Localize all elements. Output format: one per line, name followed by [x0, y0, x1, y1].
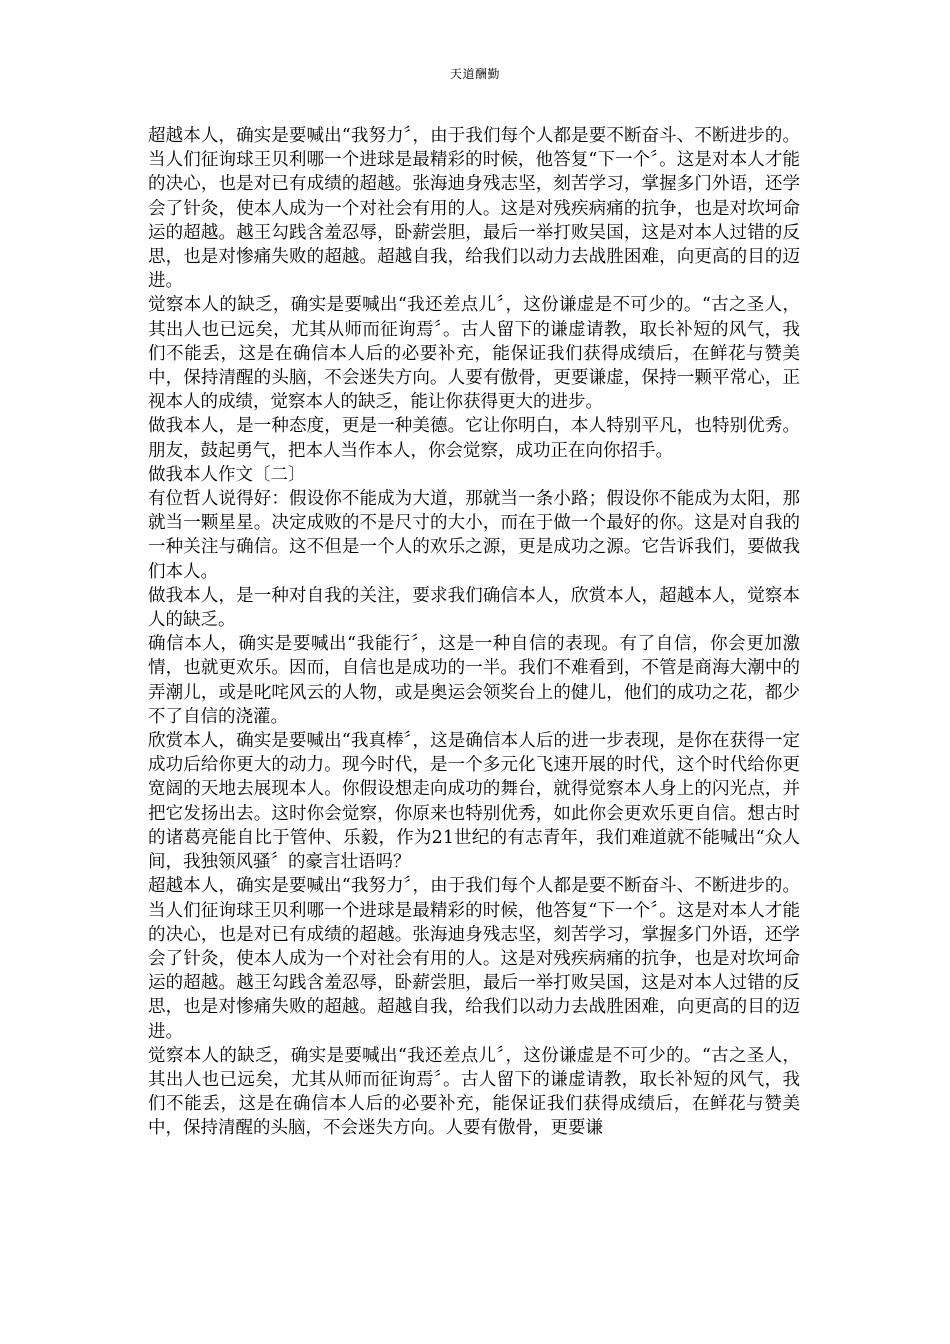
paragraph: 超越本人，确实是要喊出“我努力〞，由于我们每个人都是要不断奋斗、不断进步的。当人们征询球王贝利哪一个进球是最精彩的时候，他答复“下一个〞。这是对本人才能的决心，也是对已有成绩的超越。张海迪身残志坚，刻苦学习，掌握多门外语，还学会了针灸，使本人成为一个对社会有用的人。这是对残疾病痛的抗争，也是对坎坷命运的超越。越王勾践含羞忍辱，卧薪尝胆，最后一举打败吴国，这是对本人过错的反思，也是对惨痛失败的超越。超越自我，给我们以动力去战胜困难，向更高的目的迈进。 [148, 126, 800, 292]
paragraph: 觉察本人的缺乏，确实是要喊出“我还差点儿〞，这份谦虚是不可少的。“古之圣人，其出人也已远矣，尤其从师而征询焉〞。古人留下的谦虚请教，取长补短的风气，我们不能丢，这是在确信本人后的必要补充，能保证我们获得成绩后，在鲜花与赞美中，保持清醒的头脑，不会迷失方向。人要有傲骨，更要谦 [148, 1045, 800, 1139]
paragraph: 超越本人，确实是要喊出“我努力〞，由于我们每个人都是要不断奋斗、不断进步的。当人们征询球王贝利哪一个进球是最精彩的时候，他答复“下一个〞。这是对本人才能的决心，也是对已有成绩的超越。张海迪身残志坚，刻苦学习，掌握多门外语，还学会了针灸，使本人成为一个对社会有用的人。这是对残疾病痛的抗争，也是对坎坷命运的超越。越王勾践含羞忍辱，卧薪尝胆，最后一举打败吴国，这是对本人过错的反思，也是对惨痛失败的超越。超越自我，给我们以动力去战胜困难，向更高的目的迈进。 [148, 876, 800, 1042]
paragraph: 确信本人，确实是要喊出“我能行〞，这是一种自信的表现。有了自信，你会更加激情，也就更欢乐。因而，自信也是成功的一半。我们不难看到，不管是商海大潮中的弄潮儿，或是叱咤风云的人物，或是奥运会领奖台上的健儿，他们的成功之花，都少不了自信的浇灌。 [148, 634, 800, 727]
paragraph: 有位哲人说得好：假设你不能成为大道，那就当一条小路；假设你不能成为太阳，那就当一颗星星。决定成败的不是尺寸的大小，而在于做一个最好的你。这是对自我的一种关注与确信。这不但是一个人的欢乐之源，更是成功之源。它告诉我们，要做我们本人。 [148, 489, 800, 582]
section-heading: 做我本人作文〔二〕 [148, 464, 306, 485]
paragraph: 做我本人，是一种态度，更是一种美德。它让你明白，本人特别平凡，也特别优秀。朋友，鼓起勇气，把本人当作本人，你会觉察，成功正在向你招手。 [148, 416, 800, 461]
document-body [148, 124, 800, 1141]
page-header: 天道酬勤 [449, 67, 500, 81]
paragraph: 做我本人，是一种对自我的关注，要求我们确信本人，欣赏本人，超越本人，觉察本人的缺乏。 [148, 585, 800, 631]
paragraph: 觉察本人的缺乏，确实是要喊出“我还差点儿〞，这份谦虚是不可少的。“古之圣人，其出人也已远矣，尤其从师而征询焉〞。古人留下的谦虚请教，取长补短的风气，我们不能丢，这是在确信本人后的必要补充，能保证我们获得成绩后，在鲜花与赞美中，保持清醒的头脑，不会迷失方向。人要有傲骨，更要谦虚，保持一颗平常心，正视本人的成绩，觉察本人的缺乏，能让你获得更大的进步。 [148, 295, 800, 413]
paragraph: 欣赏本人，确实是要喊出“我真棒〞，这是确信本人后的进一步表现，是你在获得一定成功后给你更大的动力。现今时代，是一个多元化飞速开展的时代，这个时代给你更宽阔的天地去展现本人。你假设想走向成功的舞台，就得觉察本人身上的闪光点，并把它发扬出去。这时你会觉察，你原来也特别优秀，如此你会更欢乐更自信。想古时的诸葛亮能自比于管仲、乐毅，作为21世纪的有志青年，我们难道就不能喊出“众人间，我独领风骚〞的豪言壮语吗？ [148, 731, 800, 873]
